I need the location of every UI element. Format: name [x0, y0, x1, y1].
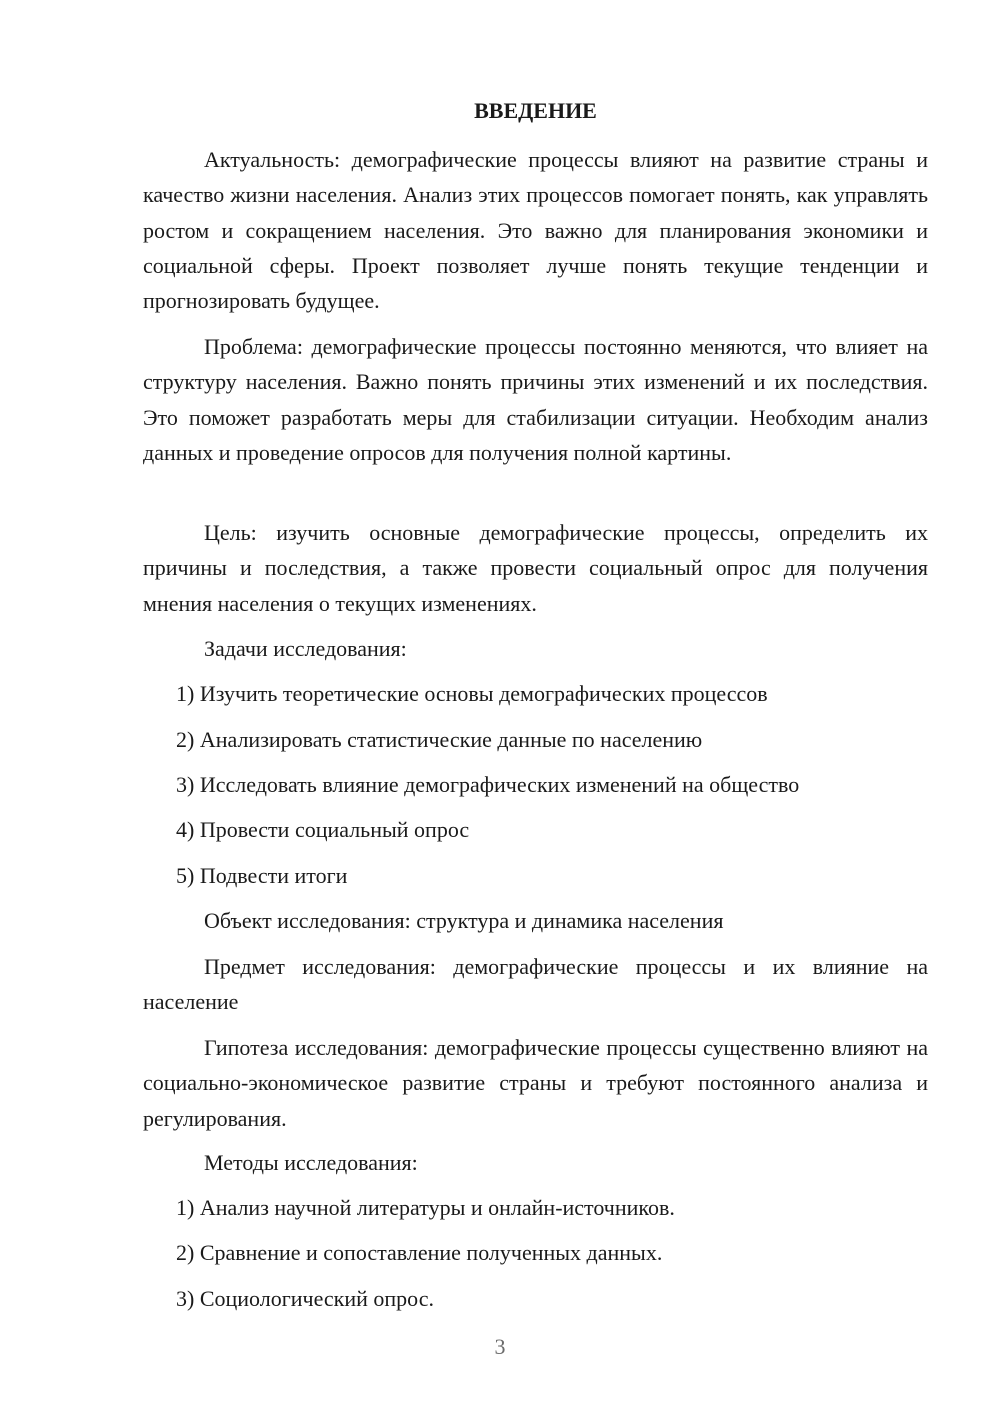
list-item: 1) Анализ научной литературы и онлайн-источников. [176, 1195, 675, 1220]
relevance-paragraph: Актуальность: демографические процессы влияют на развитие страны и качество жизни населения. Анализ этих процессов помогает понять, как управлять ростом и сокращением населения. Это важно для планирования экономики и социальной сферы. Проект позволяет лучше понять текущие тенденции и прогнозировать будущее. [143, 147, 928, 314]
page-title: ВВЕДЕНИЕ [474, 98, 597, 123]
methods-heading: Методы исследования: [204, 1150, 418, 1175]
list-item: 1) Изучить теоретические основы демографических процессов [176, 681, 768, 706]
problem-paragraph: Проблема: демографические процессы постоянно меняются, что влияет на структуру населения. Важно понять причины этих изменений и их последствия. Это поможет разработать меры для стабилизации ситуации. Необходим анализ данных и проведение опросов для получения полной картины. [143, 334, 928, 465]
subject-paragraph: Предмет исследования: демографические процессы и их влияние на население [143, 954, 928, 1015]
list-item: 2) Анализировать статистические данные по населению [176, 727, 703, 752]
list-item: 4) Провести социальный опрос [176, 817, 470, 842]
object-line: Объект исследования: структура и динамика населения [204, 908, 724, 933]
list-item: 5) Подвести итоги [176, 863, 348, 888]
list-item: 3) Исследовать влияние демографических изменений на общество [176, 772, 800, 797]
goal-paragraph: Цель: изучить основные демографические процессы, определить их причины и последствия, а также провести социальный опрос для получения мнения населения о текущих изменениях. [143, 520, 928, 616]
list-item: 3) Социологический опрос. [176, 1286, 434, 1311]
list-item: 2) Сравнение и сопоставление полученных данных. [176, 1240, 663, 1265]
hypothesis-paragraph: Гипотеза исследования: демографические процессы существенно влияют на социально-экономическое развитие страны и требуют постоянного анализа и регулирования. [143, 1035, 928, 1131]
page-number: 3 [494, 1334, 506, 1359]
tasks-heading: Задачи исследования: [204, 636, 407, 661]
